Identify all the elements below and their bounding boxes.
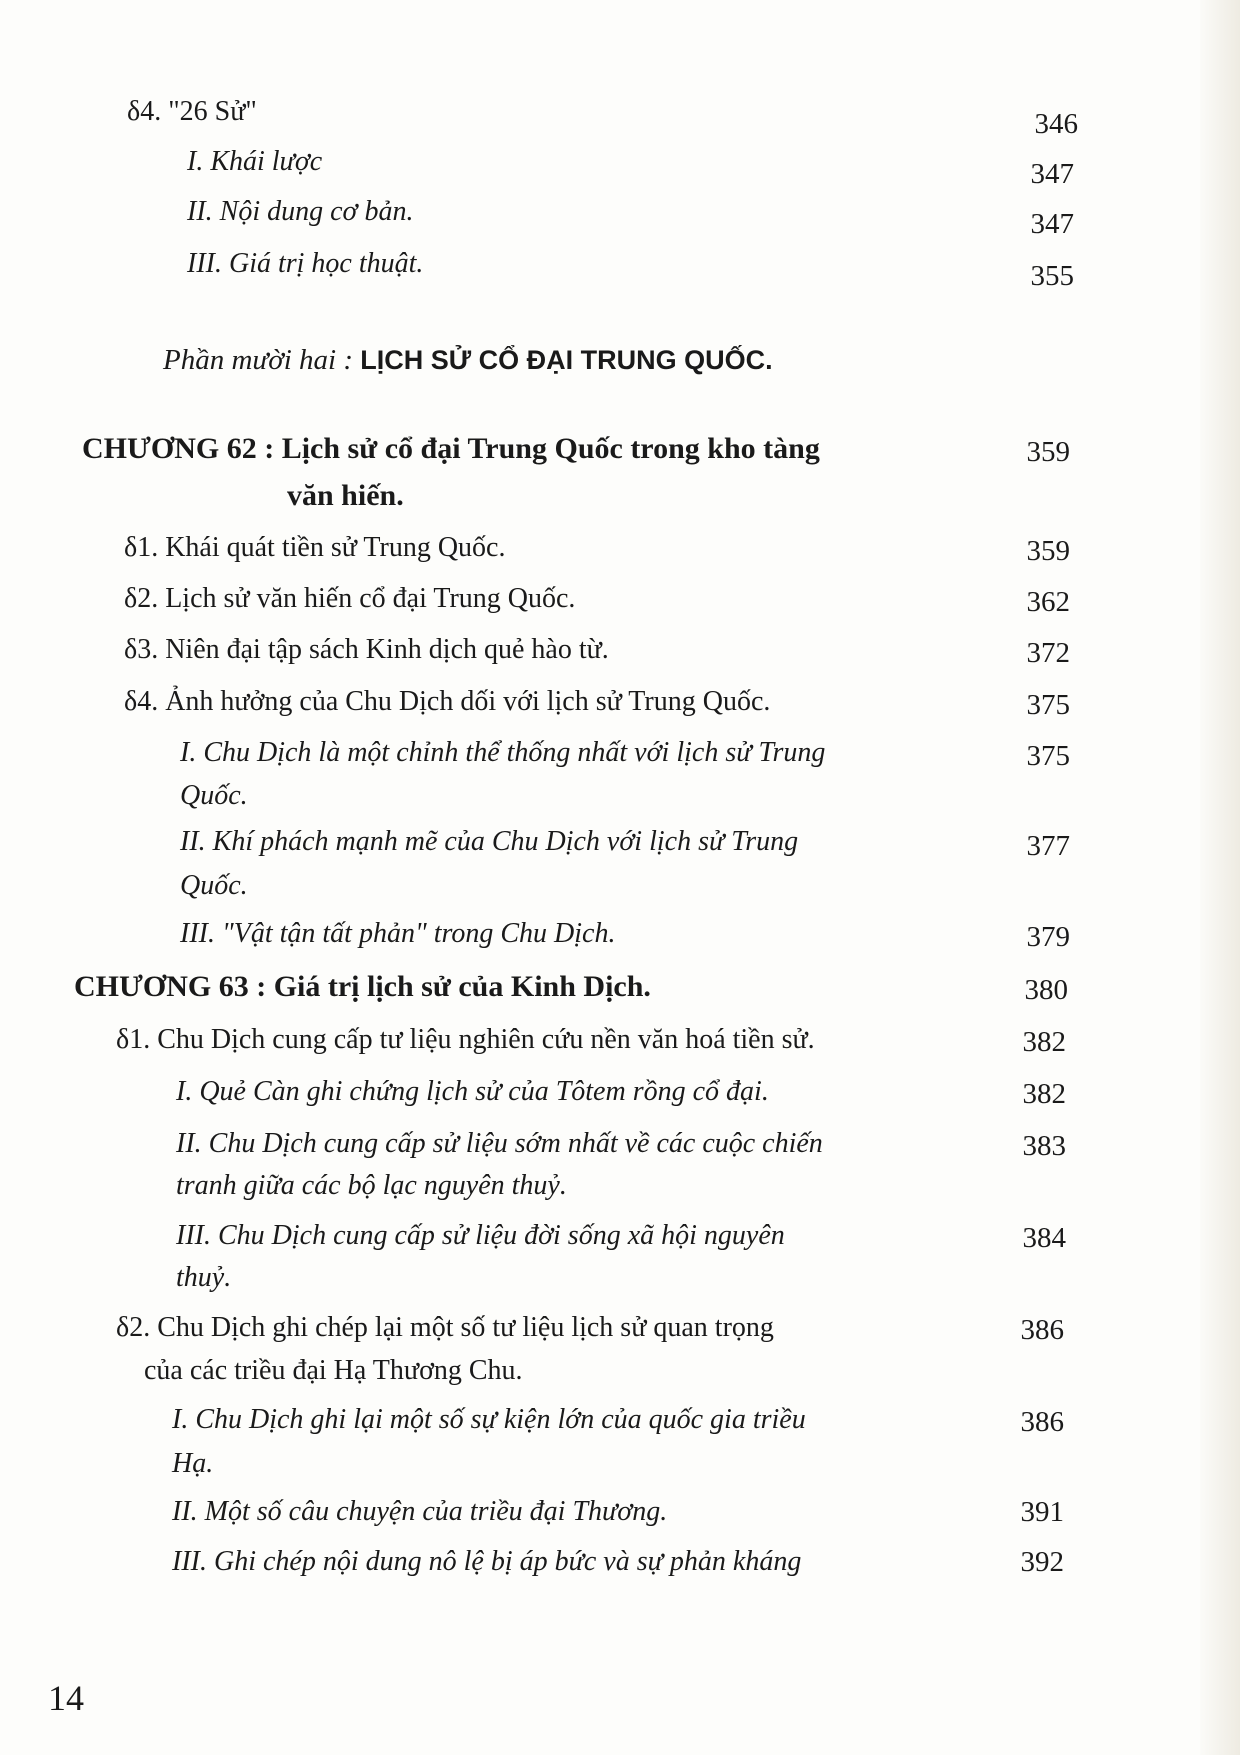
toc-entry-title-line2: Quốc.: [180, 780, 248, 811]
toc-entry-title-line1: II. Chu Dịch cung cấp sử liệu sớm nhất về các cuộc chiến: [176, 1128, 823, 1159]
toc-page-number: 386: [1020, 1314, 1064, 1346]
toc-entry[interactable]: [124, 686, 770, 718]
toc-page-number: 384: [1022, 1222, 1066, 1254]
toc-entry[interactable]: [124, 532, 505, 564]
toc-entry-title-line2: Quốc.: [180, 870, 248, 901]
toc-entry[interactable]: [124, 583, 575, 615]
toc-entry-title: δ4. "26 Sử": [127, 96, 257, 127]
toc-page-number: 379: [1026, 921, 1070, 953]
part-title: LỊCH SỬ CỔ ĐẠI TRUNG QUỐC.: [360, 345, 773, 375]
toc-page-number: 372: [1026, 637, 1070, 669]
toc-entry[interactable]: [176, 1076, 769, 1108]
toc-page-number: 355: [1030, 260, 1074, 292]
toc-entry-title-line1: II. Khí phách mạnh mẽ của Chu Dịch với lịch sử Trung: [180, 826, 799, 857]
toc-entry-title-line2: của các triều đại Hạ Thương Chu.: [144, 1355, 523, 1386]
toc-entry-title: I. Khái lược: [187, 146, 323, 177]
toc-entry[interactable]: [180, 826, 798, 858]
toc-page-number: 362: [1026, 586, 1070, 618]
toc-page-number: 382: [1022, 1078, 1066, 1110]
toc-entry-title: III. Ghi chép nội dung nô lệ bị áp bức và sự phản kháng: [172, 1546, 802, 1577]
toc-entry-title-line2: Hạ.: [172, 1448, 214, 1479]
page-number: 14: [48, 1678, 84, 1718]
toc-entry[interactable]: [180, 918, 615, 950]
toc-entry[interactable]: [187, 146, 322, 178]
toc-entry[interactable]: [116, 1312, 774, 1344]
toc-entry[interactable]: [187, 196, 413, 228]
toc-entry[interactable]: [127, 96, 257, 128]
toc-entry[interactable]: [176, 1128, 823, 1160]
toc-entry-continued: [172, 1448, 213, 1480]
toc-entry[interactable]: [172, 1404, 806, 1436]
toc-entry-title: II. Nội dung cơ bản.: [187, 196, 414, 227]
toc-entry-title-line2: tranh giữa các bộ lạc nguyên thuỷ.: [176, 1170, 567, 1201]
toc-entry-continued: [180, 780, 248, 812]
part-label: Phần mười hai :: [163, 344, 353, 376]
toc-page-number: 359: [1026, 436, 1070, 468]
toc-entry[interactable]: [116, 1024, 815, 1056]
toc-entry-title: δ3. Niên đại tập sách Kinh dịch quẻ hào từ.: [124, 634, 609, 665]
toc-entry-title-line1: III. Chu Dịch cung cấp sử liệu đời sống xã hội nguyên: [176, 1220, 785, 1251]
toc-entry-title: I. Quẻ Càn ghi chứng lịch sử của Tôtem rồng cổ đại.: [176, 1076, 769, 1107]
toc-entry-continued: [144, 1355, 523, 1387]
toc-entry-continued: [176, 1262, 231, 1294]
toc-entry[interactable]: [172, 1496, 667, 1528]
chapter-heading[interactable]: [82, 432, 820, 466]
toc-page-number: 359: [1026, 535, 1070, 567]
toc-page-number: 386: [1020, 1406, 1064, 1438]
toc-entry-title: δ1. Chu Dịch cung cấp tư liệu nghiên cứu nền văn hoá tiền sử.: [116, 1024, 815, 1055]
chapter-title-line2: văn hiến.: [287, 479, 404, 512]
toc-entry-continued: [180, 870, 248, 902]
toc-entry-title-line1: I. Chu Dịch ghi lại một số sự kiện lớn của quốc gia triều: [172, 1404, 806, 1435]
toc-entry-title: II. Một số câu chuyện của triều đại Thương.: [172, 1496, 668, 1527]
page-edge-shadow: [1200, 0, 1240, 1755]
toc-entry[interactable]: [187, 248, 423, 280]
toc-page-number: 382: [1022, 1026, 1066, 1058]
toc-entry[interactable]: [124, 634, 609, 666]
chapter-heading-continued: [287, 479, 404, 513]
toc-page-number: 375: [1026, 689, 1070, 721]
toc-entry-title-line1: I. Chu Dịch là một chỉnh thể thống nhất với lịch sử Trung: [180, 737, 826, 768]
toc-page-number: 380: [1024, 974, 1068, 1006]
toc-page-number: 383: [1022, 1130, 1066, 1162]
chapter-title: CHƯƠNG 63 : Giá trị lịch sử của Kinh Dịch.: [74, 970, 651, 1003]
toc-entry-title: δ4. Ảnh hưởng của Chu Dịch dối với lịch sử Trung Quốc.: [124, 686, 771, 717]
toc-entry-title-line2: thuỷ.: [176, 1262, 232, 1293]
toc-entry[interactable]: [172, 1546, 801, 1578]
chapter-heading[interactable]: [74, 970, 651, 1004]
toc-entry[interactable]: [180, 737, 825, 769]
toc-entry-continued: [176, 1170, 567, 1202]
toc-entry-title: III. "Vật tận tất phản" trong Chu Dịch.: [180, 918, 616, 949]
toc-page-number: 346: [1034, 108, 1078, 140]
toc-entry-title-line1: δ2. Chu Dịch ghi chép lại một số tư liệu lịch sử quan trọng: [116, 1312, 774, 1343]
chapter-title-line1: CHƯƠNG 62 : Lịch sử cổ đại Trung Quốc trong kho tàng: [82, 432, 820, 465]
toc-entry-title: δ1. Khái quát tiền sử Trung Quốc.: [124, 532, 506, 563]
toc-page-number: 391: [1020, 1496, 1064, 1528]
toc-entry[interactable]: [176, 1220, 785, 1252]
toc-page-number: 347: [1030, 208, 1074, 240]
toc-page-number: 375: [1026, 740, 1070, 772]
toc-entry-title: δ2. Lịch sử văn hiến cổ đại Trung Quốc.: [124, 583, 576, 614]
toc-page-number: 377: [1026, 830, 1070, 862]
toc-entry-title: III. Giá trị học thuật.: [187, 248, 424, 279]
toc-page-number: 392: [1020, 1546, 1064, 1578]
part-heading[interactable]: [163, 344, 773, 377]
toc-page-number: 347: [1030, 158, 1074, 190]
